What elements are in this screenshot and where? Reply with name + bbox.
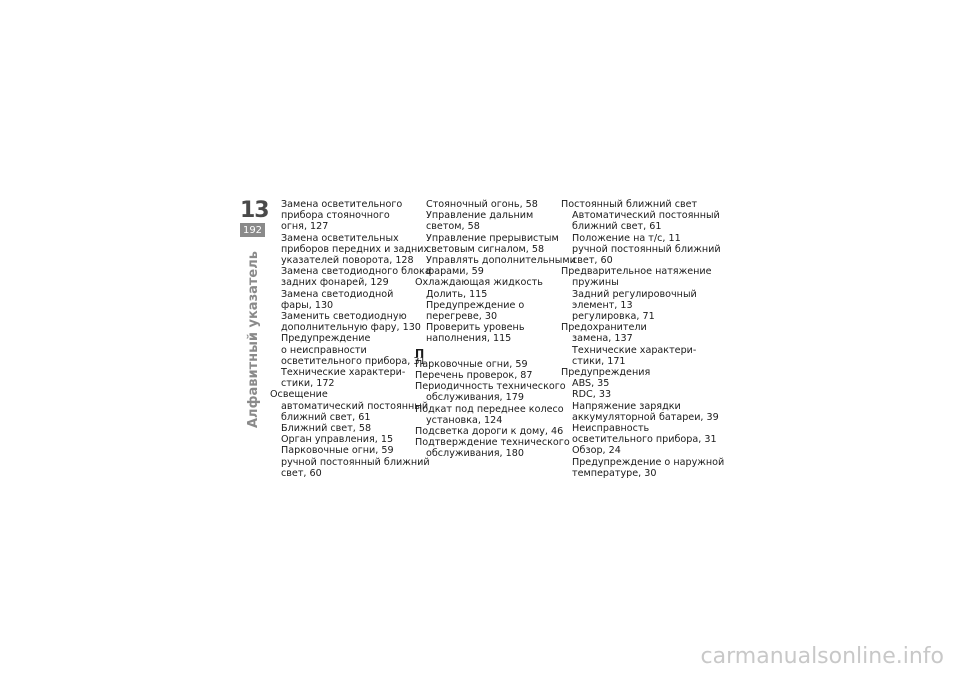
index-subentry: ближний свет, 61 <box>572 221 662 233</box>
index-subentry: Автоматический постоянный <box>572 210 720 222</box>
index-subentry: о неисправности <box>281 344 367 356</box>
index-subentry: Долить, 115 <box>426 288 488 300</box>
index-subentry: задних фонарей, 129 <box>281 277 389 289</box>
index-subentry: светом, 58 <box>426 221 480 233</box>
side-title-container <box>246 251 261 428</box>
index-subentry: указателей поворота, 128 <box>281 255 414 267</box>
index-entry: Парковочные огни, 59 <box>415 358 528 370</box>
index-subentry: световым сигналом, 58 <box>426 243 545 255</box>
index-subentry: Напряжение зарядки <box>572 400 681 412</box>
index-subentry: ручной постоянный ближний <box>281 456 430 468</box>
index-entry: Предохранители <box>561 322 647 334</box>
index-subentry: элемент, 13 <box>572 299 633 311</box>
index-entry: Постоянный ближний свет <box>561 199 698 210</box>
index-subentry: Положение на т/с, 11 <box>572 232 681 244</box>
index-subentry: Управлять дополнительными <box>426 255 576 267</box>
index-subentry: Парковочные огни, 59 <box>281 445 394 457</box>
index-entry: Охлаждающая жидкость <box>415 277 543 289</box>
index-entry: Предупреждения <box>561 367 651 379</box>
index-subentry: Предупреждение о наружной <box>572 456 725 468</box>
chapter-badge <box>240 198 269 237</box>
watermark: carmanualsonline.info <box>700 644 944 669</box>
index-entry: Подкат под переднее колесо <box>415 403 564 415</box>
index-subentry: обслуживания, 180 <box>426 448 524 460</box>
index-letter-heading: П <box>415 346 425 360</box>
chapter-number: 13 <box>240 198 269 223</box>
index-subentry: перегреве, 30 <box>426 311 498 323</box>
index-entry: Подсветка дороги к дому, 46 <box>415 426 564 438</box>
index-subentry: пружины <box>572 277 619 289</box>
index-subentry: наполнения, 115 <box>426 333 512 345</box>
index-subentry: Задний регулировочный <box>572 288 697 300</box>
index-subentry: Неисправность <box>572 423 650 435</box>
index-subentry: температуре, 30 <box>572 467 657 479</box>
index-subentry: ручной постоянный ближний <box>572 243 721 255</box>
index-subentry: Управление дальним <box>426 210 534 222</box>
index-subentry: регулировка, 71 <box>572 311 655 323</box>
index-subentry: Предупреждение о <box>426 299 525 311</box>
page-number: 192 <box>240 224 265 237</box>
index-column-2 <box>415 199 576 460</box>
index-entry: Перечень проверок, 87 <box>415 370 533 382</box>
index-subentry: ABS, 35 <box>572 378 610 390</box>
index-subentry: Ближний свет, 58 <box>281 423 372 435</box>
index-entry: Периодичность технического <box>415 381 566 393</box>
index-subentry: Замена светодиодной <box>281 288 394 300</box>
index-subentry: Замена осветительных <box>281 232 399 244</box>
index-subentry: стики, 171 <box>572 355 626 367</box>
index-subentry: автоматический постоянный <box>281 400 429 412</box>
index-subentry: RDC, 33 <box>572 389 612 401</box>
index-column-3 <box>561 199 725 479</box>
side-title: Алфавитный указатель <box>246 251 261 428</box>
index-subentry: фары, 130 <box>281 299 334 311</box>
index-entry: Подтверждение технического <box>415 437 570 449</box>
index-subentry: Стояночный огонь, 58 <box>426 199 538 210</box>
index-subentry: ближний свет, 61 <box>281 411 371 423</box>
index-entry: Предварительное натяжение <box>561 266 712 278</box>
index-subentry: стики, 172 <box>281 378 335 390</box>
index-subentry: Орган управления, 15 <box>281 434 394 446</box>
index-subentry: замена, 137 <box>572 333 633 345</box>
index-subentry: аккумуляторной батареи, 39 <box>572 411 719 423</box>
index-subentry: Технические характери- <box>572 344 697 356</box>
index-subentry: Проверить уровень <box>426 322 525 334</box>
index-subentry: Заменить светодиодную <box>281 311 407 323</box>
index-subentry: Замена светодиодного блока <box>281 266 431 278</box>
index-subentry: установка, 124 <box>426 414 503 426</box>
index-subentry: Технические характери- <box>281 367 406 379</box>
index-subentry: Обзор, 24 <box>572 445 621 457</box>
index-subentry: осветительного прибора, 31 <box>572 434 717 446</box>
index-subentry: огня, 127 <box>281 221 329 233</box>
index-subentry: обслуживания, 179 <box>426 392 524 404</box>
index-subentry: дополнительную фару, 130 <box>281 322 421 334</box>
index-subentry: свет, 60 <box>281 467 322 479</box>
index-subentry: свет, 60 <box>572 255 613 267</box>
index-entry: Освещение <box>270 389 328 401</box>
index-subentry: Предупреждение <box>281 333 371 345</box>
index-subentry: Замена осветительного <box>281 199 403 210</box>
index-subentry: фарами, 59 <box>426 266 484 278</box>
index-subentry: Управление прерывистым <box>426 232 559 244</box>
index-subentry: осветительного прибора, 31 <box>281 355 426 367</box>
index-subentry: прибора стояночного <box>281 210 390 222</box>
index-column-1 <box>270 199 431 479</box>
index-subentry: приборов передних и задних <box>281 243 430 255</box>
